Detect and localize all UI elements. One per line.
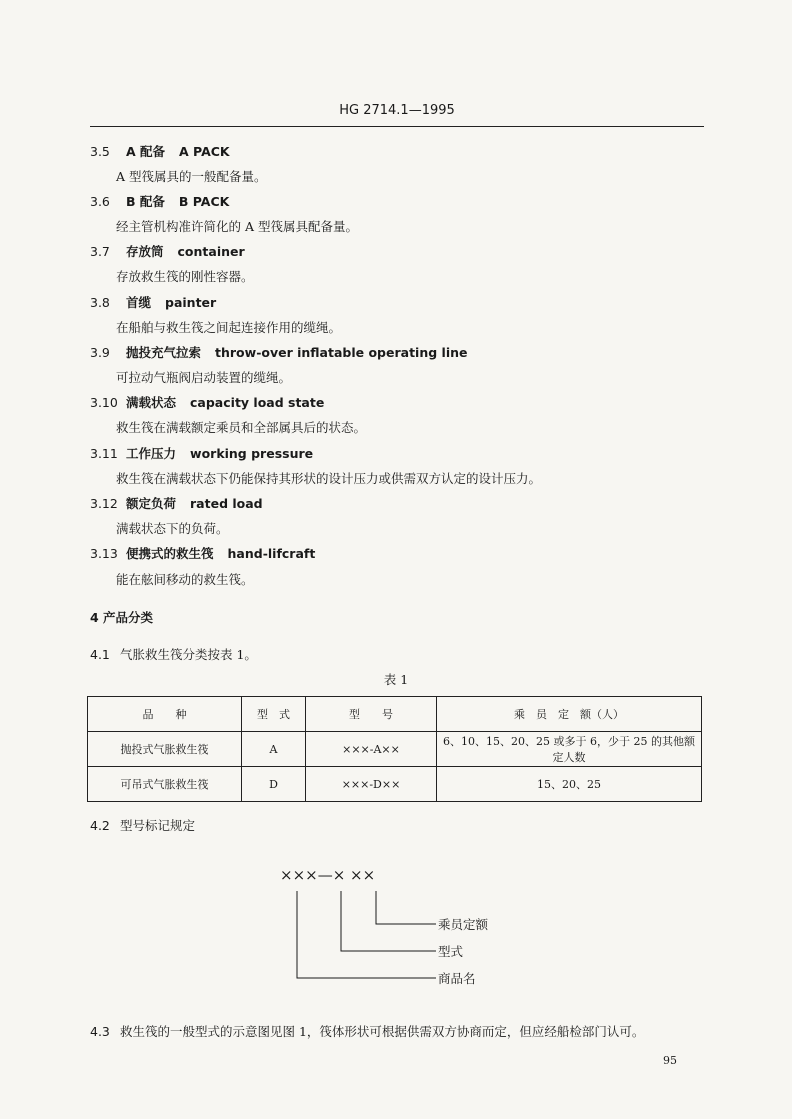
term-en: painter [165, 295, 217, 310]
term-desc-3-9: 可拉动气瓶阀启动装置的缆绳。 [116, 370, 292, 385]
term-number: 3.5 [90, 144, 110, 159]
term-desc-3-8: 在船舶与救生筏之间起连接作用的缆绳。 [116, 320, 342, 335]
clause-text: 救生筏的一般型式的示意图见图 1，筏体形状可根据供需双方协商而定，但应经船检部门认可。 [120, 1024, 645, 1039]
table-header-cell: 品 种 [88, 697, 242, 732]
term-desc-3-12: 满载状态下的负荷。 [116, 521, 229, 536]
term-desc-3-13: 能在舷间移动的救生筏。 [116, 572, 254, 587]
marking-label-brand: 商品名 [438, 971, 476, 986]
term-zh: 存放筒 [126, 244, 164, 259]
table-cell: A [242, 732, 306, 767]
table-header-cell: 乘 员 定 额（人） [437, 697, 702, 732]
term-number: 3.13 [90, 546, 118, 561]
section-4-title: 4 产品分类 [90, 610, 154, 625]
page-number: 95 [663, 1054, 677, 1067]
term-number: 3.11 [90, 446, 118, 461]
clause-text: 气胀救生筏分类按表 1。 [120, 647, 257, 662]
term-desc-3-5: A 型筏属具的一般配备量。 [116, 169, 267, 184]
term-number: 3.8 [90, 295, 110, 310]
marking-label-type: 型式 [438, 944, 464, 959]
marking-label-capacity: 乘员定额 [438, 917, 489, 932]
clause-4-3 [90, 1022, 644, 1040]
term-desc-3-10: 救生筏在满载额定乘员和全部属具后的状态。 [116, 420, 367, 435]
standard-code-header: HG 2714.1—1995 [339, 103, 455, 118]
term-zh: 首缆 [126, 295, 152, 310]
table-cell: ×××-D×× [306, 767, 437, 802]
term-en: working pressure [190, 446, 314, 461]
term-number: 3.10 [90, 395, 118, 410]
clause-number: 4.1 [90, 647, 110, 662]
clause-text: 型号标记规定 [120, 818, 196, 833]
term-en: throw-over inflatable operating line [215, 345, 468, 360]
table-cell: D [242, 767, 306, 802]
term-number: 3.9 [90, 345, 110, 360]
term-en: rated load [190, 496, 263, 511]
table-header-cell: 型 号 [306, 697, 437, 732]
term-number: 3.7 [90, 244, 110, 259]
term-zh: B 配备 [126, 194, 165, 209]
table-cell: 6、10、15、20、25 或多于 6，少于 25 的其他额定人数 [437, 732, 702, 767]
table-header-cell: 型 式 [242, 697, 306, 732]
term-number: 3.12 [90, 496, 118, 511]
term-desc-3-7: 存放救生筏的刚性容器。 [116, 269, 254, 284]
term-desc-3-11: 救生筏在满载状态下仍能保持其形状的设计压力或供需双方认定的设计压力。 [116, 471, 542, 486]
term-en: capacity load state [190, 395, 325, 410]
term-number: 3.6 [90, 194, 110, 209]
term-en: hand-lifcraft [227, 546, 316, 561]
term-zh: A 配备 [126, 144, 166, 159]
term-zh: 抛投充气拉索 [126, 345, 202, 360]
term-en: A PACK [179, 144, 230, 159]
clause-number: 4.3 [90, 1024, 110, 1039]
term-desc-3-6: 经主管机构准许简化的 A 型筏属具配备量。 [116, 219, 358, 234]
term-en: B PACK [178, 194, 230, 209]
table-cell: 可吊式气胀救生筏 [88, 767, 242, 802]
table-caption: 表 1 [383, 672, 409, 687]
table-cell: 抛投式气胀救生筏 [88, 732, 242, 767]
table-cell: 15、20、25 [437, 767, 702, 802]
term-zh: 工作压力 [126, 446, 177, 461]
term-zh: 额定负荷 [126, 496, 177, 511]
term-zh: 便携式的救生筏 [126, 546, 214, 561]
term-zh: 满载状态 [126, 395, 177, 410]
clause-number: 4.2 [90, 818, 110, 833]
marking-code: ×××—× ×× [280, 866, 376, 884]
table-cell: ×××-A×× [306, 732, 437, 767]
term-en: container [177, 244, 245, 259]
marking-leader-lines [297, 891, 436, 978]
